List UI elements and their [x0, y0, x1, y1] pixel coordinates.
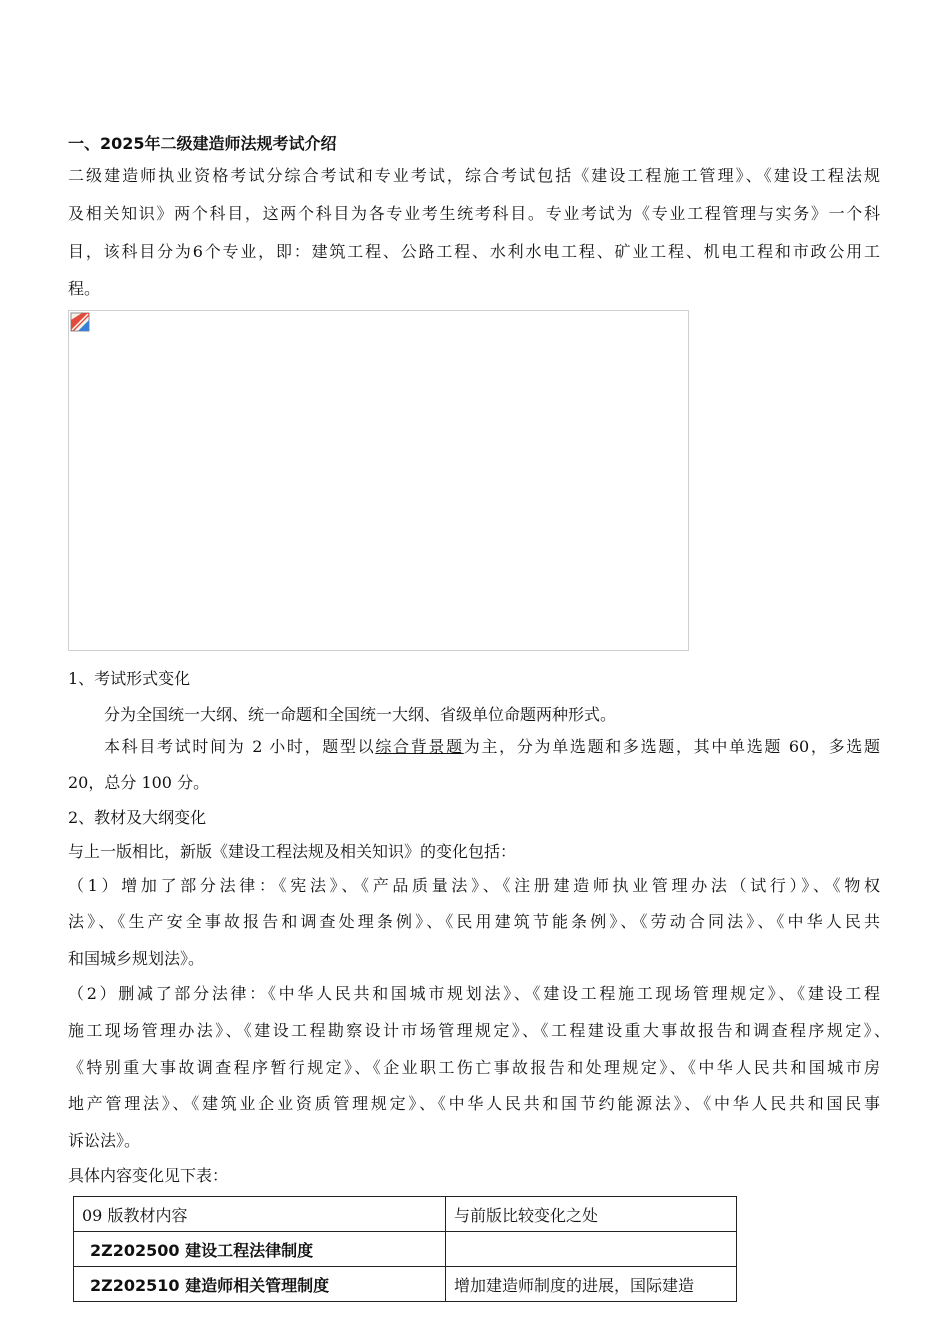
added-laws-line-1: （1）增加了部分法律：《宪法》、《产品质量法》、《注册建造师执业管理办法（试行）》、《物权 [68, 876, 880, 895]
exam-form-title: 1、考试形式变化 [68, 669, 191, 688]
comprehensive-question-link[interactable]: 综合背景题 [375, 737, 464, 756]
intro-line-1: 二级建造师执业资格考试分综合考试和专业考试，综合考试包括《建设工程施工管理》、《建设工程法规 [68, 166, 880, 185]
added-laws-line-3: 和国城乡规划法》。 [68, 949, 205, 968]
table-lead: 具体内容变化见下表： [68, 1166, 229, 1185]
intro-line-4: 程。 [68, 279, 101, 298]
table-cell: 2Z202510 建造师相关管理制度 [74, 1267, 446, 1302]
broken-image-placeholder [68, 310, 689, 651]
header-cell-content: 09 版教材内容 [74, 1197, 446, 1232]
exam-form-line-2 [104, 737, 880, 757]
header-cell-changes: 与前版比较变化之处 [446, 1197, 737, 1232]
exam-form-line-1: 分为全国统一大纲、统一命题和全国统一大纲、省级单位命题两种形式。 [104, 705, 617, 724]
intro-line-2: 及相关知识》两个科目，这两个科目为各专业考生统考科目。专业考试为《专业工程管理与实务》一个科 [68, 204, 880, 223]
added-laws-line-2: 法》、《生产安全事故报告和调查处理条例》、《民用建筑节能条例》、《劳动合同法》、《中华人民共 [68, 912, 880, 931]
removed-laws-line-3: 《特别重大事故调查程序暂行规定》、《企业职工伤亡事故报告和处理规定》、《中华人民共和国城市房 [68, 1058, 880, 1077]
table-header-row [74, 1197, 737, 1232]
table-row [74, 1232, 737, 1267]
table-cell: 2Z202500 建设工程法律制度 [74, 1232, 446, 1267]
exam-form-line-2-end: 为主，分为单选题和多选题，其中单选题 60，多选题 [463, 737, 880, 756]
table-cell [446, 1232, 737, 1267]
exam-form-line-3: 20，总分 100 分。 [68, 773, 210, 792]
removed-laws-line-1: （2）删减了部分法律：《中华人民共和国城市规划法》、《建设工程施工现场管理规定》、《建设工程 [68, 984, 880, 1003]
removed-laws-line-4: 地产管理法》、《建筑业企业资质管理规定》、《中华人民共和国节约能源法》、《中华人民共和国民事 [68, 1094, 880, 1113]
materials-lead: 与上一版相比，新版《建设工程法规及相关知识》的变化包括： [68, 842, 517, 861]
section-title: 一、2025年二级建造师法规考试介绍 [68, 134, 337, 153]
table-row [74, 1267, 737, 1302]
intro-line-3: 目，该科目分为6个专业，即：建筑工程、公路工程、水利水电工程、矿业工程、机电工程和市政公用工 [68, 242, 880, 261]
table-cell: 增加建造师制度的进展，国际建造 [446, 1267, 737, 1302]
exam-form-line-2-start: 本科目考试时间为 2 小时，题型以 [104, 737, 376, 756]
changes-table [73, 1196, 737, 1302]
removed-laws-line-5: 诉讼法》。 [68, 1131, 141, 1150]
removed-laws-line-2: 施工现场管理办法》、《建设工程勘察设计市场管理规定》、《工程建设重大事故报告和调查程序规定》、 [68, 1021, 890, 1040]
broken-image-icon [70, 312, 90, 332]
materials-title: 2、教材及大纲变化 [68, 808, 207, 827]
